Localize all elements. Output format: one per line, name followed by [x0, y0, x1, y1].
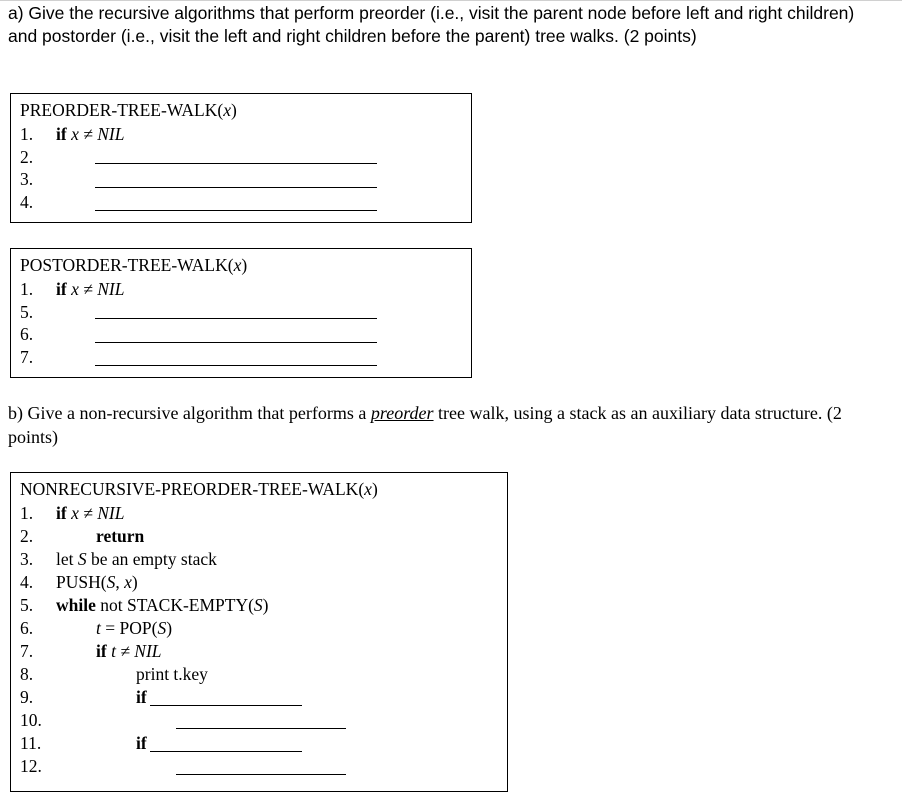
line-number: 4.	[20, 572, 34, 592]
line-number: 12.	[20, 756, 42, 776]
line-number: 1.	[20, 279, 34, 299]
line-number: 5.	[20, 302, 34, 322]
line-number: 2.	[20, 526, 34, 546]
preorder-emphasis: preorder	[370, 403, 434, 423]
code-line-11: if	[136, 733, 147, 753]
code-line-4: PUSH(S, x)	[56, 572, 138, 592]
line-number: 1.	[20, 503, 34, 523]
line-number: 7.	[20, 347, 34, 367]
answer-blank[interactable]	[150, 705, 302, 706]
line-number: 8.	[20, 664, 34, 684]
part-a-question: a) Give the recursive algorithms that perform preorder (i.e., visit the parent node before left and right children) and postorder (i.e., visit the left and right children before the parent) tree walks. (2 points)	[8, 3, 855, 46]
line-number: 1.	[20, 124, 34, 144]
part-b-question: b) Give a non-recursive algorithm that performs a preorder tree walk, using a stack as an auxiliary data structure. (2 points)	[8, 403, 842, 447]
line-number: 10.	[20, 710, 42, 730]
answer-blank[interactable]	[95, 342, 377, 343]
answer-blank[interactable]	[150, 751, 302, 752]
line-number: 4.	[20, 192, 34, 212]
answer-blank[interactable]	[95, 187, 377, 188]
line-number: 7.	[20, 641, 34, 661]
line-number: 3.	[20, 549, 34, 569]
code-line-7: if t ≠ NIL	[96, 641, 162, 661]
postorder-title: POSTORDER-TREE-WALK(x)	[20, 255, 248, 275]
answer-blank[interactable]	[95, 318, 377, 319]
code-line-5: while not STACK-EMPTY(S)	[56, 595, 269, 615]
line-number: 6.	[20, 324, 34, 344]
answer-blank[interactable]	[95, 210, 377, 211]
code-line-2: return	[96, 526, 145, 546]
preorder-title: PREORDER-TREE-WALK(x)	[20, 100, 237, 120]
nonrecursive-title: NONRECURSIVE-PREORDER-TREE-WALK(x)	[20, 479, 378, 499]
answer-blank[interactable]	[95, 365, 377, 366]
code-line-1: if x ≠ NIL	[56, 503, 125, 523]
answer-blank[interactable]	[176, 728, 346, 729]
line-number: 11.	[20, 733, 42, 753]
top-divider	[0, 0, 902, 1]
line-number: 9.	[20, 687, 34, 707]
line-number: 5.	[20, 595, 34, 615]
answer-blank[interactable]	[176, 774, 346, 775]
postorder-line-1: if x ≠ NIL	[56, 279, 125, 299]
line-number: 6.	[20, 618, 34, 638]
code-line-3: let S be an empty stack	[56, 549, 217, 569]
nonrecursive-box	[10, 472, 508, 792]
preorder-box	[10, 93, 472, 223]
line-number: 3.	[20, 169, 34, 189]
answer-blank[interactable]	[95, 163, 377, 164]
code-line-6: t = POP(S)	[96, 618, 173, 638]
line-number: 2.	[20, 147, 34, 167]
preorder-line-1: if x ≠ NIL	[56, 124, 125, 144]
code-line-9: if	[136, 687, 147, 707]
postorder-box	[10, 248, 472, 378]
code-line-8: print t.key	[136, 664, 208, 684]
